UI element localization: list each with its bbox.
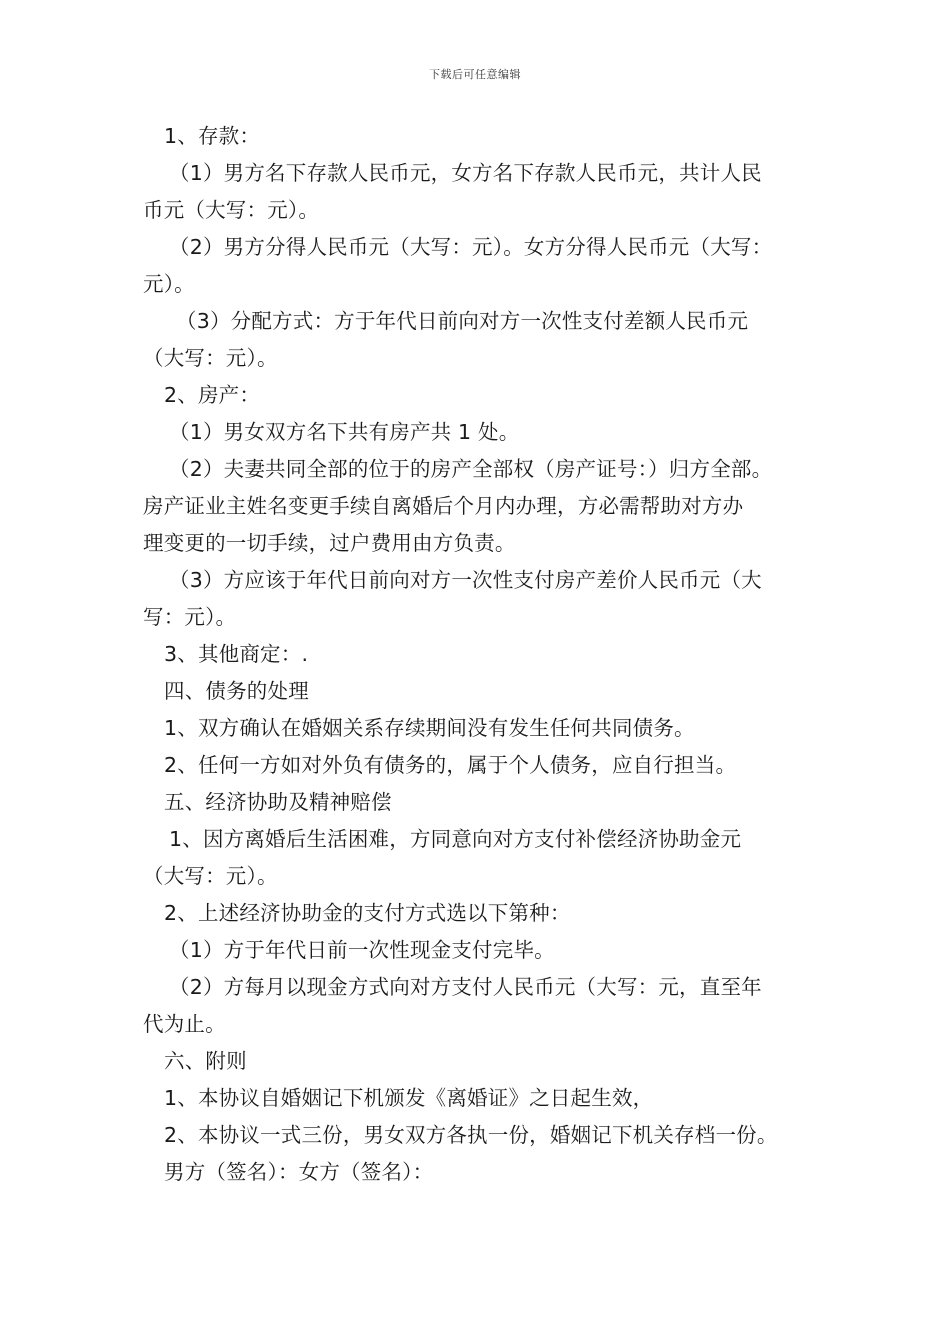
page-header: 下载后可任意编辑 [429, 68, 521, 81]
paragraph-line: 1、双方确认在婚姻关系存续期间没有发生任何共同债务。 [164, 716, 695, 740]
paragraph-line: 币元（大写：元）。 [143, 198, 320, 222]
paragraph-line: 2、上述经济协助金的支付方式选以下第种： [164, 901, 571, 925]
paragraph-line: 2、房产： [164, 383, 261, 407]
paragraph-line: （1）男方名下存款人民币元，女方名下存款人民币元，共计人民 [169, 161, 762, 185]
paragraph-line: （2）男方分得人民币元（大写：元）。女方分得人民币元（大写： [169, 235, 773, 259]
section-heading: 六、附则 [164, 1049, 247, 1073]
paragraph-line: （3）方应该于年代日前向对方一次性支付房产差价人民币元（大 [169, 568, 762, 592]
paragraph-line: 2、任何一方如对外负有债务的，属于个人债务，应自行担当。 [164, 753, 737, 777]
document-body [143, 118, 833, 1191]
paragraph-line: 1、因方离婚后生活困难，方同意向对方支付补偿经济协助金元 [169, 827, 742, 851]
paragraph-line: 1、存款： [164, 124, 261, 148]
paragraph-line: 写：元）。 [143, 605, 237, 629]
paragraph-line: （2）方每月以现金方式向对方支付人民币元（大写：元，直至年 [169, 975, 762, 999]
signature-line: 男方（签名）：女方（签名）： [164, 1160, 434, 1184]
paragraph-line: （大写：元）。 [143, 864, 278, 888]
paragraph-line: 代为止。 [143, 1012, 226, 1036]
paragraph-line: （大写：元）。 [143, 346, 278, 370]
paragraph-line: 2、本协议一式三份，男女双方各执一份，婚姻记下机关存档一份。 [164, 1123, 778, 1147]
paragraph-line: （3）分配方式：方于年代日前向对方一次性支付差额人民币元 [176, 309, 749, 333]
paragraph-line: 1、本协议自婚姻记下机颁发《离婚证》之日起生效， [164, 1086, 654, 1110]
paragraph-line: （1）男女双方名下共有房产共 1 处。 [169, 420, 520, 444]
section-heading: 四、债务的处理 [164, 679, 309, 703]
paragraph-line: 元）。 [143, 272, 195, 296]
paragraph-line: 房产证业主姓名变更手续自离婚后个月内办理，方必需帮助对方办 [143, 494, 744, 518]
section-heading: 五、经济协助及精神赔偿 [164, 790, 392, 814]
paragraph-line: 理变更的一切手续，过户费用由方负责。 [143, 531, 516, 555]
paragraph-line: （2）夫妻共同全部的位于的房产全部权（房产证号：）归方全部。 [169, 457, 773, 481]
paragraph-line: （1）方于年代日前一次性现金支付完毕。 [169, 938, 555, 962]
paragraph-line: 3、其他商定：. [164, 642, 309, 666]
